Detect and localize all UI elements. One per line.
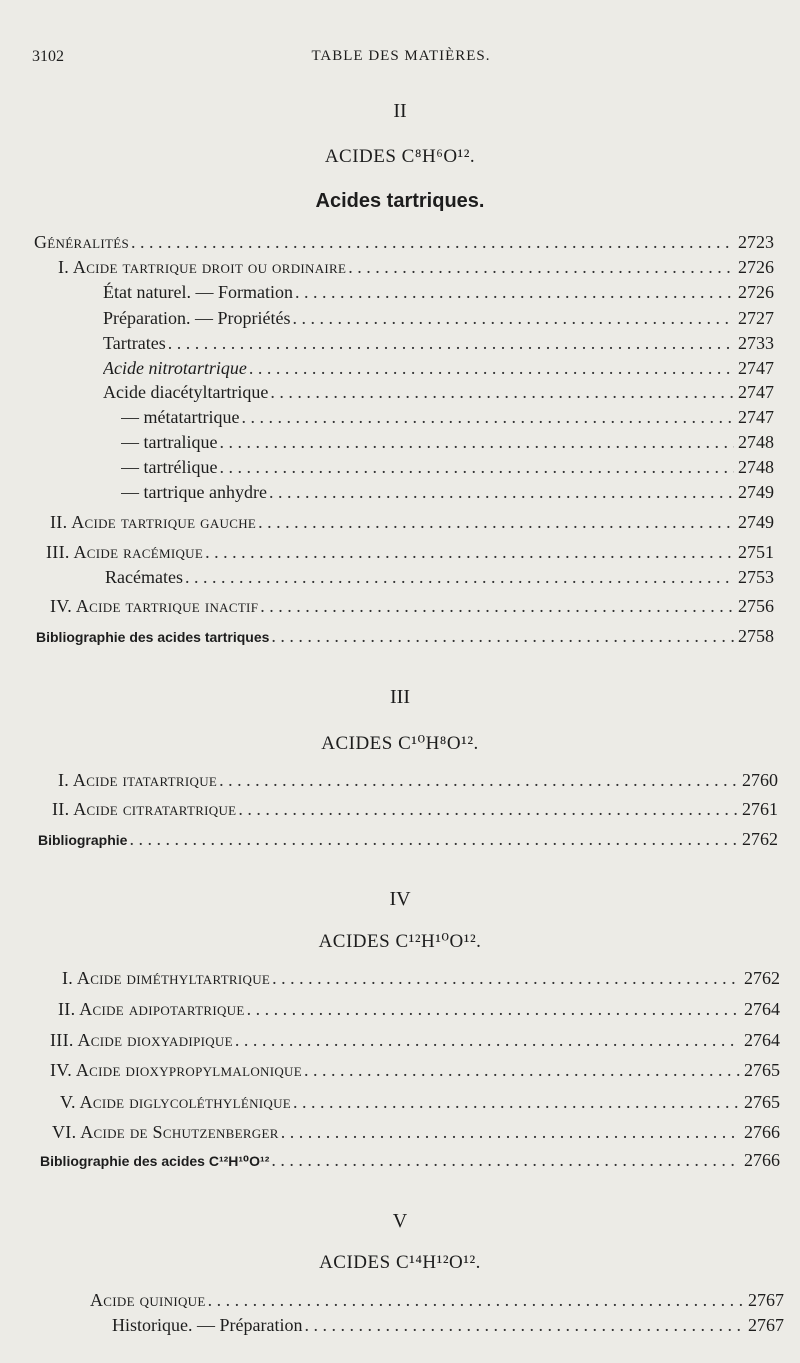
leader-dots — [270, 382, 734, 403]
toc-entry-label: III. Acide dioxyadipique — [50, 1030, 233, 1050]
toc-entry-label: — tartrélique — [121, 457, 218, 477]
toc-entry-label: I. Acide tartrique droit ou ordinaire — [58, 257, 347, 277]
leader-dots — [269, 482, 734, 503]
section-title: ACIDES C¹²H¹⁰O¹². — [318, 931, 482, 952]
toc-entry[interactable] — [58, 770, 778, 794]
toc-entry-label: — tartralique — [121, 432, 218, 452]
page-number: 3102 — [32, 48, 64, 65]
section-numeral: III — [390, 686, 410, 708]
leader-dots — [131, 232, 734, 253]
toc-entry-page: 2727 — [738, 308, 774, 328]
toc-entry-label: II. Acide tartrique gauche — [50, 512, 257, 532]
toc-entry[interactable] — [50, 1030, 780, 1054]
leader-dots — [258, 512, 734, 533]
leader-dots — [205, 542, 734, 563]
toc-entry[interactable] — [103, 333, 774, 357]
leader-dots — [241, 407, 734, 428]
toc-entry[interactable] — [90, 1290, 784, 1314]
toc-entry-label: III. Acide racémique — [46, 542, 204, 562]
toc-entry-page: 2767 — [748, 1290, 784, 1310]
toc-entry-page: 2726 — [738, 257, 774, 277]
toc-entry-page: 2747 — [738, 382, 774, 402]
toc-entry-page: 2765 — [744, 1060, 780, 1080]
toc-entry-page: 2760 — [742, 770, 778, 790]
leader-dots — [219, 457, 734, 478]
toc-entry-page: 2765 — [744, 1092, 780, 1112]
toc-entry[interactable] — [105, 567, 774, 591]
leader-dots — [281, 1122, 740, 1143]
toc-entry-page: 2764 — [744, 1030, 780, 1050]
toc-entry-label: Bibliographie — [38, 832, 128, 848]
toc-entry-label: État naturel. — Formation — [103, 282, 293, 302]
toc-entry-page: 2761 — [742, 799, 778, 819]
toc-entry-page: 2726 — [738, 282, 774, 302]
toc-entry[interactable] — [62, 968, 780, 992]
toc-entry-page: 2749 — [738, 512, 774, 532]
toc-entry-label: VI. Acide de Schutzenberger — [52, 1122, 279, 1142]
toc-entry-label: IV. Acide tartrique inactif — [50, 596, 259, 616]
leader-dots — [185, 567, 734, 588]
toc-entry[interactable] — [46, 542, 774, 566]
toc-entry-page: 2756 — [738, 596, 774, 616]
toc-entry[interactable] — [103, 308, 774, 332]
section-numeral: II — [393, 100, 407, 122]
leader-dots — [295, 282, 734, 303]
page-header — [32, 48, 770, 72]
toc-entry[interactable] — [112, 1315, 784, 1339]
leader-dots — [304, 1060, 740, 1081]
toc-entry-label: Acide diacétyltartrique — [103, 382, 269, 402]
leader-dots — [247, 999, 740, 1020]
toc-entry-page: 2749 — [738, 482, 774, 502]
toc-entry[interactable] — [121, 457, 774, 481]
leader-dots — [304, 1315, 744, 1336]
leader-dots — [208, 1290, 744, 1311]
toc-entry-label: II. Acide citratartrique — [52, 799, 237, 819]
toc-entry-page: 2764 — [744, 999, 780, 1019]
section-numeral: IV — [389, 888, 411, 910]
running-title: TABLE DES MATIÈRES. — [311, 48, 491, 64]
toc-entry[interactable] — [38, 829, 778, 853]
toc-entry[interactable] — [52, 1122, 780, 1146]
toc-entry-label: V. Acide diglycoléthylénique — [60, 1092, 292, 1112]
leader-dots — [271, 626, 734, 647]
toc-entry-page: 2747 — [738, 407, 774, 427]
toc-entry-page: 2762 — [744, 968, 780, 988]
toc-entry[interactable] — [121, 482, 774, 506]
toc-entry[interactable] — [52, 799, 778, 823]
section-subtitle: Acides tartriques. — [315, 190, 485, 212]
leader-dots — [272, 968, 740, 989]
section-title: ACIDES C¹⁴H¹²O¹². — [319, 1252, 481, 1273]
toc-entry-page: 2766 — [744, 1122, 780, 1142]
toc-entry-page: 2766 — [744, 1150, 780, 1170]
toc-entry-label: Acide quinique — [90, 1290, 206, 1310]
toc-entry[interactable] — [58, 257, 774, 281]
toc-entry[interactable] — [60, 1092, 780, 1116]
leader-dots — [129, 829, 738, 850]
toc-entry-label: Acide nitrotartrique — [103, 358, 247, 378]
toc-entry[interactable] — [103, 358, 774, 382]
toc-entry-page: 2758 — [738, 626, 774, 646]
leader-dots — [348, 257, 734, 278]
toc-entry-label: Historique. — Préparation — [112, 1315, 303, 1335]
toc-entry[interactable] — [40, 1150, 780, 1174]
toc-entry-page: 2751 — [738, 542, 774, 562]
toc-entry-label: IV. Acide dioxypropylmalonique — [50, 1060, 302, 1080]
toc-entry[interactable] — [121, 432, 774, 456]
leader-dots — [293, 1092, 740, 1113]
toc-entry-label: Bibliographie des acides tartriques — [36, 629, 270, 645]
leader-dots — [168, 333, 734, 354]
toc-entry-page: 2748 — [738, 457, 774, 477]
toc-entry-page: 2767 — [748, 1315, 784, 1335]
toc-entry-page: 2762 — [742, 829, 778, 849]
toc-entry-label: Bibliographie des acides C¹²H¹⁰O¹² — [40, 1153, 270, 1169]
toc-entry[interactable] — [121, 407, 774, 431]
toc-entry-label: Racémates — [105, 567, 183, 587]
toc-entry-label: — métatartrique — [121, 407, 240, 427]
toc-entry-label: I. Acide diméthyltartrique — [62, 968, 271, 988]
leader-dots — [292, 308, 734, 329]
toc-entry[interactable] — [103, 282, 774, 306]
leader-dots — [249, 358, 734, 379]
toc-entry-label: Tartrates — [103, 333, 166, 353]
toc-entry-label: Préparation. — Propriétés — [103, 308, 291, 328]
leader-dots — [219, 432, 734, 453]
leader-dots — [260, 596, 734, 617]
toc-entry-page: 2753 — [738, 567, 774, 587]
leader-dots — [271, 1150, 740, 1171]
toc-entry-label: Généralités — [34, 232, 130, 252]
section-numeral: V — [392, 1210, 408, 1232]
toc-entry-label: — tartrique anhydre — [121, 482, 267, 502]
toc-entry[interactable] — [50, 512, 774, 536]
toc-entry[interactable] — [50, 596, 774, 620]
section-title: ACIDES C⁸H⁶O¹². — [324, 146, 476, 167]
toc-entry[interactable] — [58, 999, 780, 1023]
toc-entry-page: 2723 — [738, 232, 774, 252]
toc-entry-page: 2748 — [738, 432, 774, 452]
toc-entry[interactable] — [36, 626, 774, 650]
toc-entry-page: 2747 — [738, 358, 774, 378]
toc-entry-label: II. Acide adipotartrique — [58, 999, 245, 1019]
toc-entry-label: I. Acide itatartrique — [58, 770, 218, 790]
section-title: ACIDES C¹⁰H⁸O¹². — [321, 733, 479, 754]
leader-dots — [219, 770, 738, 791]
toc-entry[interactable] — [103, 382, 774, 406]
leader-dots — [238, 799, 738, 820]
leader-dots — [235, 1030, 740, 1051]
toc-entry[interactable] — [34, 232, 774, 256]
toc-entry-page: 2733 — [738, 333, 774, 353]
toc-entry[interactable] — [50, 1060, 780, 1084]
